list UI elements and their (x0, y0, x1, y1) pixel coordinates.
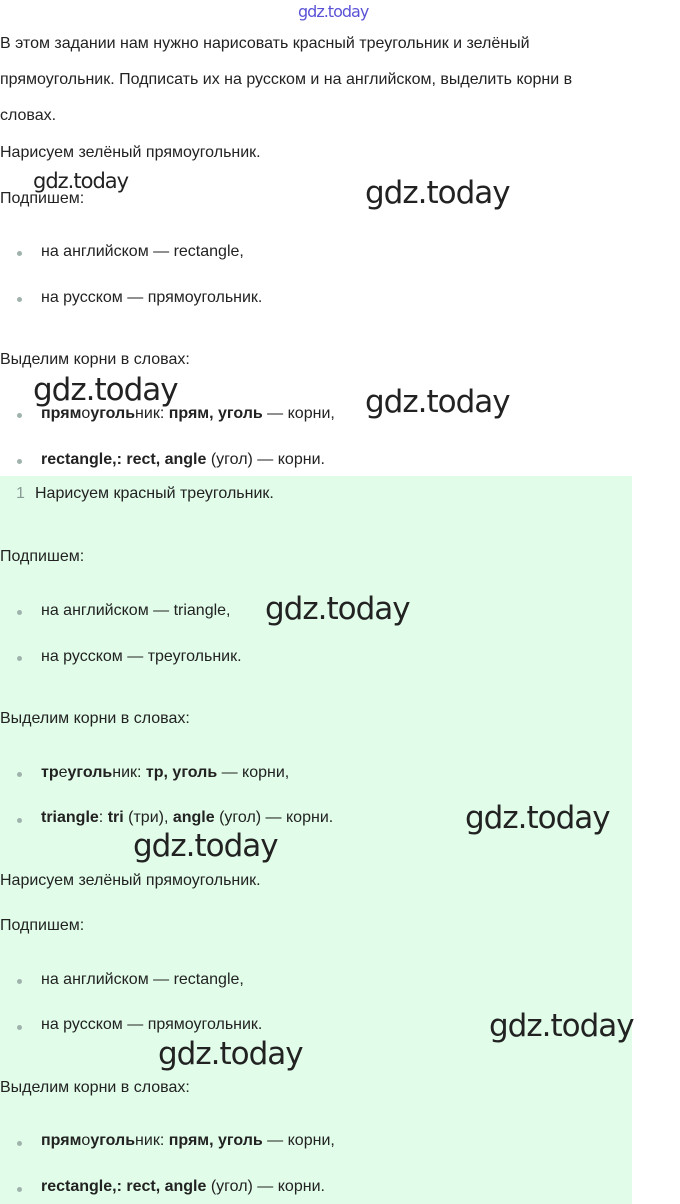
watermark: gdz.today (489, 1008, 634, 1044)
bullet-dot (17, 297, 22, 302)
watermark: gdz.today (158, 1036, 303, 1072)
block1-sign-label: Подпишем: (0, 190, 85, 207)
intro-line-3: словах. (0, 107, 57, 124)
list-number: 1 (16, 485, 25, 502)
block2-heading: Нарисуем красный треугольник. (35, 485, 274, 502)
block3-root-item-1: прямоугольник: прям, уголь — корни, (41, 1132, 335, 1149)
block3-root-item-2: rectangle,: rect, angle (угол) — корни. (41, 1178, 325, 1195)
watermark: gdz.today (365, 384, 510, 420)
intro-line-1: В этом задании нам нужно нарисовать красный треугольник и зелёный (0, 35, 530, 52)
watermark-top: gdz.today (298, 2, 369, 21)
block2-root-item-1: треугольник: тр, уголь — корни, (41, 764, 290, 781)
block1-root-item-2: rectangle,: rect, angle (угол) — корни. (41, 451, 325, 468)
bullet-dot (17, 656, 22, 661)
block3-english-item: на английском — rectangle, (41, 971, 244, 988)
block2-root-item-2: triangle: tri (три), angle (угол) — корни. (41, 809, 334, 826)
bullet-dot (17, 1141, 22, 1146)
block1-russian-item: на русском — прямоугольник. (41, 289, 263, 306)
bullet-dot (17, 251, 22, 256)
watermark: gdz.today (133, 828, 278, 864)
bullet-dot (17, 413, 22, 418)
watermark: gdz.today (33, 372, 178, 408)
watermark: gdz.today (33, 169, 129, 193)
bullet-dot (17, 772, 22, 777)
watermark: gdz.today (465, 800, 610, 836)
bullet-dot (17, 610, 22, 615)
block1-heading: Нарисуем зелёный прямоугольник. (0, 144, 261, 161)
block2-russian-item: на русском — треугольник. (41, 648, 242, 665)
block2-sign-label: Подпишем: (0, 548, 85, 565)
bullet-dot (17, 979, 22, 984)
block2-english-item: на английском — triangle, (41, 602, 231, 619)
watermark: gdz.today (365, 175, 510, 211)
bullet-dot (17, 459, 22, 464)
block3-heading: Нарисуем зелёный прямоугольник. (0, 872, 261, 889)
block3-roots-label: Выделим корни в словах: (0, 1079, 190, 1096)
block1-root-item-1: прямоугольник: прям, уголь — корни, (41, 405, 335, 422)
block1-roots-label: Выделим корни в словах: (0, 351, 190, 368)
block3-sign-label: Подпишем: (0, 917, 85, 934)
block1-english-item: на английском — rectangle, (41, 243, 244, 260)
bullet-dot (17, 818, 22, 823)
bullet-dot (17, 1025, 22, 1030)
block2-roots-label: Выделим корни в словах: (0, 710, 190, 727)
bullet-dot (17, 1187, 22, 1192)
intro-line-2: прямоугольник. Подписать их на русском и на английском, выделить корни в (0, 71, 573, 88)
watermark: gdz.today (265, 591, 410, 627)
block3-russian-item: на русском — прямоугольник. (41, 1016, 263, 1033)
